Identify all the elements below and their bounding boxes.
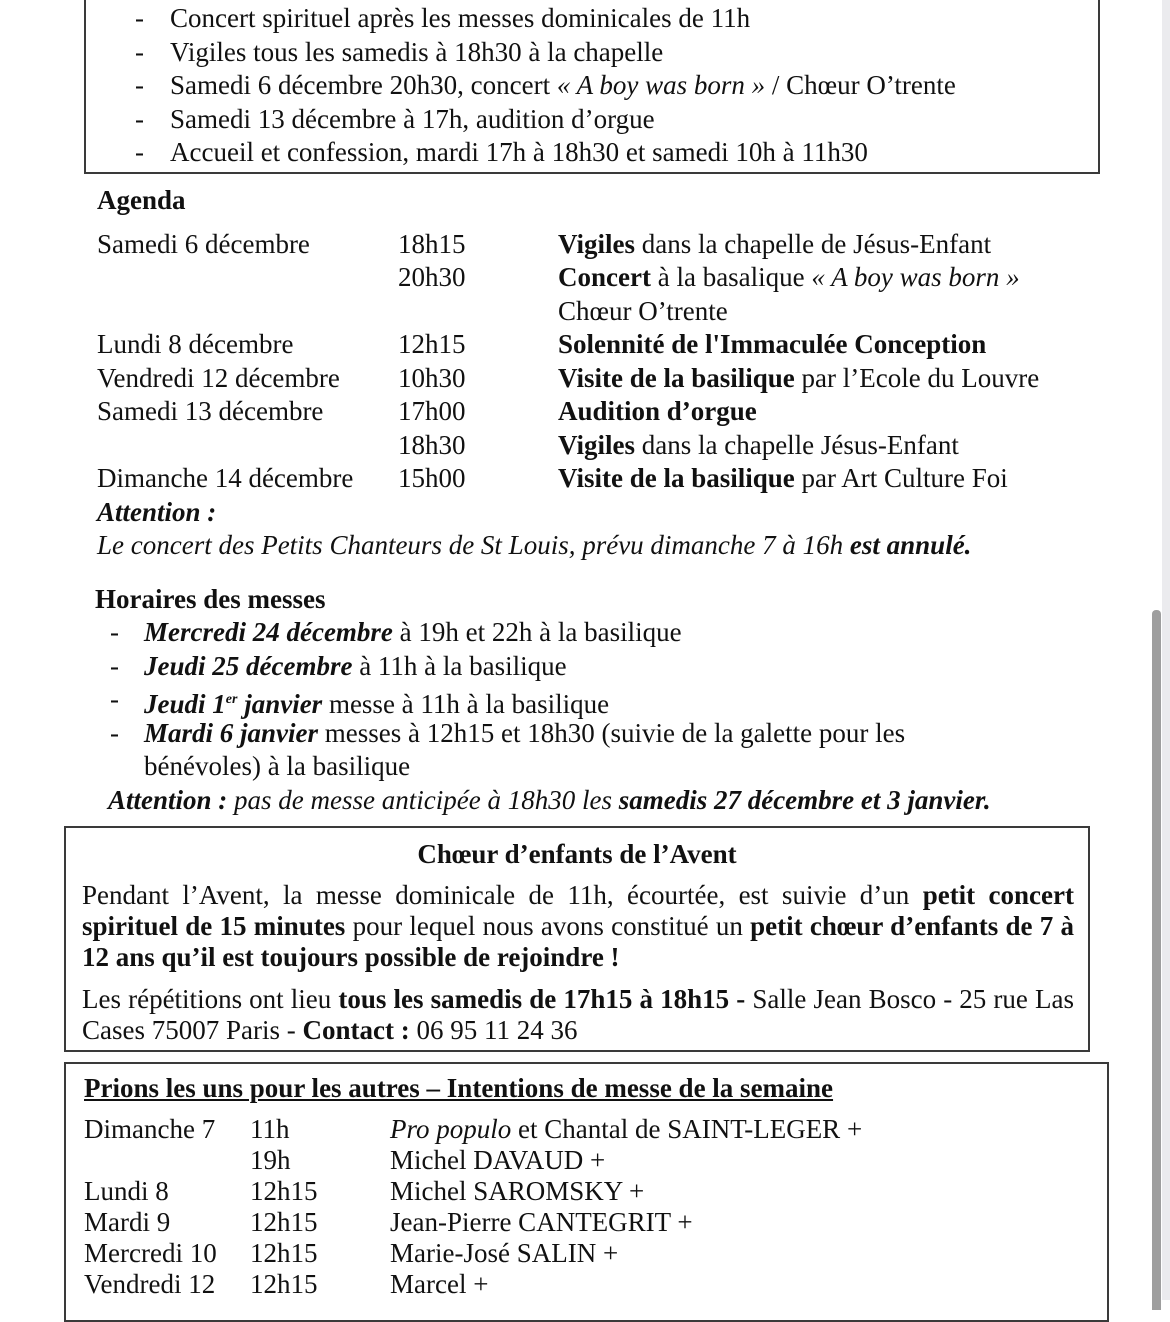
concert-title: « A boy was born » (556, 70, 766, 100)
choir-heading: Chœur d’enfants de l’Avent (417, 839, 737, 869)
announcement-text (170, 69, 956, 102)
intention-time: 11h (250, 1114, 290, 1144)
scrollbar-track[interactable] (1162, 0, 1170, 1300)
attention-label: Attention : (108, 785, 228, 815)
agenda-desc (558, 429, 959, 462)
mass-detail: messe à 11h à la basilique (322, 689, 610, 719)
agenda-time: 12h15 (398, 329, 466, 359)
intentions-heading: Prions les uns pour les autres – Intentions de messe de la semaine (84, 1073, 834, 1103)
mass-attention (108, 784, 991, 817)
agenda-detail: dans la chapelle de Jésus-Enfant (635, 229, 992, 259)
bullet-dash: - (135, 104, 144, 134)
agenda-day: Dimanche 14 décembre (97, 463, 354, 493)
agenda-detail: par Art Culture Foi (794, 463, 1008, 493)
intention-time: 12h15 (250, 1269, 318, 1299)
intention-name: Michel DAVAUD + (390, 1145, 606, 1175)
agenda-heading: Agenda (97, 185, 186, 215)
agenda-desc (558, 362, 1039, 395)
announcement-text: Concert spirituel après les messes dominicales de 11h (170, 3, 751, 33)
notice-text: pas de messe anticipée à 18h30 les (227, 785, 619, 815)
intention-time: 12h15 (250, 1176, 318, 1206)
intention-time: 19h (250, 1145, 291, 1175)
agenda-time: 15h00 (398, 463, 466, 493)
bullet-dash: - (135, 70, 144, 100)
pro-populo: Pro populo (390, 1114, 512, 1144)
text-segment: Les répétitions ont lieu (82, 984, 339, 1014)
contact-phone: 06 95 11 24 36 (409, 1015, 578, 1045)
bullet-dash: - (135, 137, 144, 167)
agenda-time: 18h30 (398, 430, 466, 460)
mass-date: Jeudi 25 décembre (144, 651, 353, 681)
mass-times-heading: Horaires des messes (95, 584, 326, 614)
intention-name (390, 1113, 862, 1146)
ordinal-suffix: er (225, 692, 238, 707)
mass-detail: messes à 12h15 et 18h30 (suivie de la galette pour les (318, 718, 906, 748)
text-segment: Pendant l’Avent, la messe dominicale de 11h, écourtée, est suivie d’un (82, 880, 923, 910)
mass-detail: à 11h à la basilique (352, 651, 567, 681)
rehearsal-paragraph (82, 984, 1074, 1046)
agenda-desc (558, 328, 986, 361)
mass-date: Jeudi 1 (144, 689, 226, 719)
intention-day: Vendredi 12 (84, 1269, 216, 1299)
intention-time: 12h15 (250, 1207, 318, 1237)
mass-detail-continued: bénévoles) à la basilique (144, 751, 411, 781)
agenda-detail: dans la chapelle Jésus-Enfant (635, 430, 959, 460)
agenda-detail: par l’Ecole du Louvre (794, 363, 1040, 393)
agenda-desc (558, 462, 1008, 495)
scrollbar-thumb[interactable] (1152, 610, 1161, 1310)
agenda-event: Visite de la basilique (558, 363, 795, 393)
bullet-dash: - (110, 684, 119, 714)
agenda-time: 17h00 (398, 396, 466, 426)
intention-name: Marie-José SALIN + (390, 1238, 619, 1268)
agenda-event: Visite de la basilique (558, 463, 795, 493)
text-bold: petit concert spirituel de 15 minutes (82, 880, 1074, 941)
concert-title: « A boy was born » (811, 262, 1020, 292)
mass-date: Mardi 6 janvier (144, 718, 319, 748)
announcement-text: Samedi 13 décembre à 17h, audition d’orgue (170, 104, 655, 134)
bullet-dash: - (110, 651, 119, 681)
agenda-desc (558, 395, 757, 428)
mass-text (144, 650, 567, 683)
agenda-desc (558, 261, 1020, 294)
text-bold: tous les samedis de 17h15 à 18h15 - (338, 984, 746, 1014)
cancellation-notice (97, 529, 971, 562)
intention-time: 12h15 (250, 1238, 318, 1268)
agenda-time: 20h30 (398, 262, 466, 292)
intention-day: Dimanche 7 (84, 1114, 216, 1144)
text-segment: pour lequel nous avons constitué un (345, 911, 751, 941)
agenda-time: 10h30 (398, 363, 466, 393)
agenda-day: Samedi 13 décembre (97, 396, 324, 426)
agenda-day: Samedi 6 décembre (97, 229, 310, 259)
mass-text (144, 717, 905, 750)
agenda-detail: à la basalique (650, 262, 812, 292)
intention-name: Jean-Pierre CANTEGRIT + (390, 1207, 693, 1237)
mass-intentions-box (64, 1062, 1109, 1322)
intention-day: Lundi 8 (84, 1176, 169, 1206)
agenda-event: Vigiles (558, 229, 635, 259)
bullet-dash: - (135, 37, 144, 67)
notice-bold: samedis 27 décembre et 3 janvier. (618, 785, 991, 815)
bullet-dash: - (110, 617, 119, 647)
mass-date: Mercredi 24 décembre (144, 617, 393, 647)
text-segment: / Chœur O’trente (765, 70, 956, 100)
text-bold: petit chœur d’enfants de 7 à 12 ans qu’il est toujours possible de rejoindre ! (82, 911, 1075, 972)
text-segment: Salle Jean Bosco - 25 rue Las Cases 75007 Paris - (82, 984, 1074, 1045)
intention-day: Mercredi 10 (84, 1238, 217, 1268)
agenda-detail: Chœur O’trente (558, 296, 728, 326)
bullet-dash: - (110, 718, 119, 748)
agenda-event: Vigiles (558, 430, 635, 460)
agenda-day: Lundi 8 décembre (97, 329, 294, 359)
mass-text (144, 683, 609, 721)
announcement-text: Accueil et confession, mardi 17h à 18h30 et samedi 10h à 11h30 (170, 137, 868, 167)
attention-label: Attention : (97, 497, 217, 527)
intention-day: Mardi 9 (84, 1207, 171, 1237)
notice-bold: est annulé. (849, 530, 972, 560)
intention-name: Michel SAROMSKY + (390, 1176, 645, 1206)
intention-name: Marcel + (390, 1269, 489, 1299)
intention-text: et Chantal de SAINT-LEGER + (511, 1114, 863, 1144)
contact-label: Contact : (302, 1015, 410, 1045)
agenda-time: 18h15 (398, 229, 466, 259)
agenda-day: Vendredi 12 décembre (97, 363, 340, 393)
agenda-event: Audition d’orgue (558, 396, 757, 426)
announcement-text: Vigiles tous les samedis à 18h30 à la chapelle (170, 37, 664, 67)
text-segment: Samedi 6 décembre 20h30, concert (170, 70, 557, 100)
children-choir-box (64, 826, 1090, 1052)
agenda-desc (558, 228, 991, 261)
notice-text: Le concert des Petits Chanteurs de St Louis, prévu dimanche 7 à 16h (97, 530, 850, 560)
mass-detail: à 19h et 22h à la basilique (392, 617, 682, 647)
choir-paragraph (82, 880, 1074, 973)
bullet-dash: - (135, 3, 144, 33)
mass-month: janvier (237, 689, 323, 719)
agenda-event: Solennité de l'Immaculée Conception (558, 329, 987, 359)
agenda-event: Concert (558, 262, 651, 292)
mass-text (144, 616, 682, 649)
